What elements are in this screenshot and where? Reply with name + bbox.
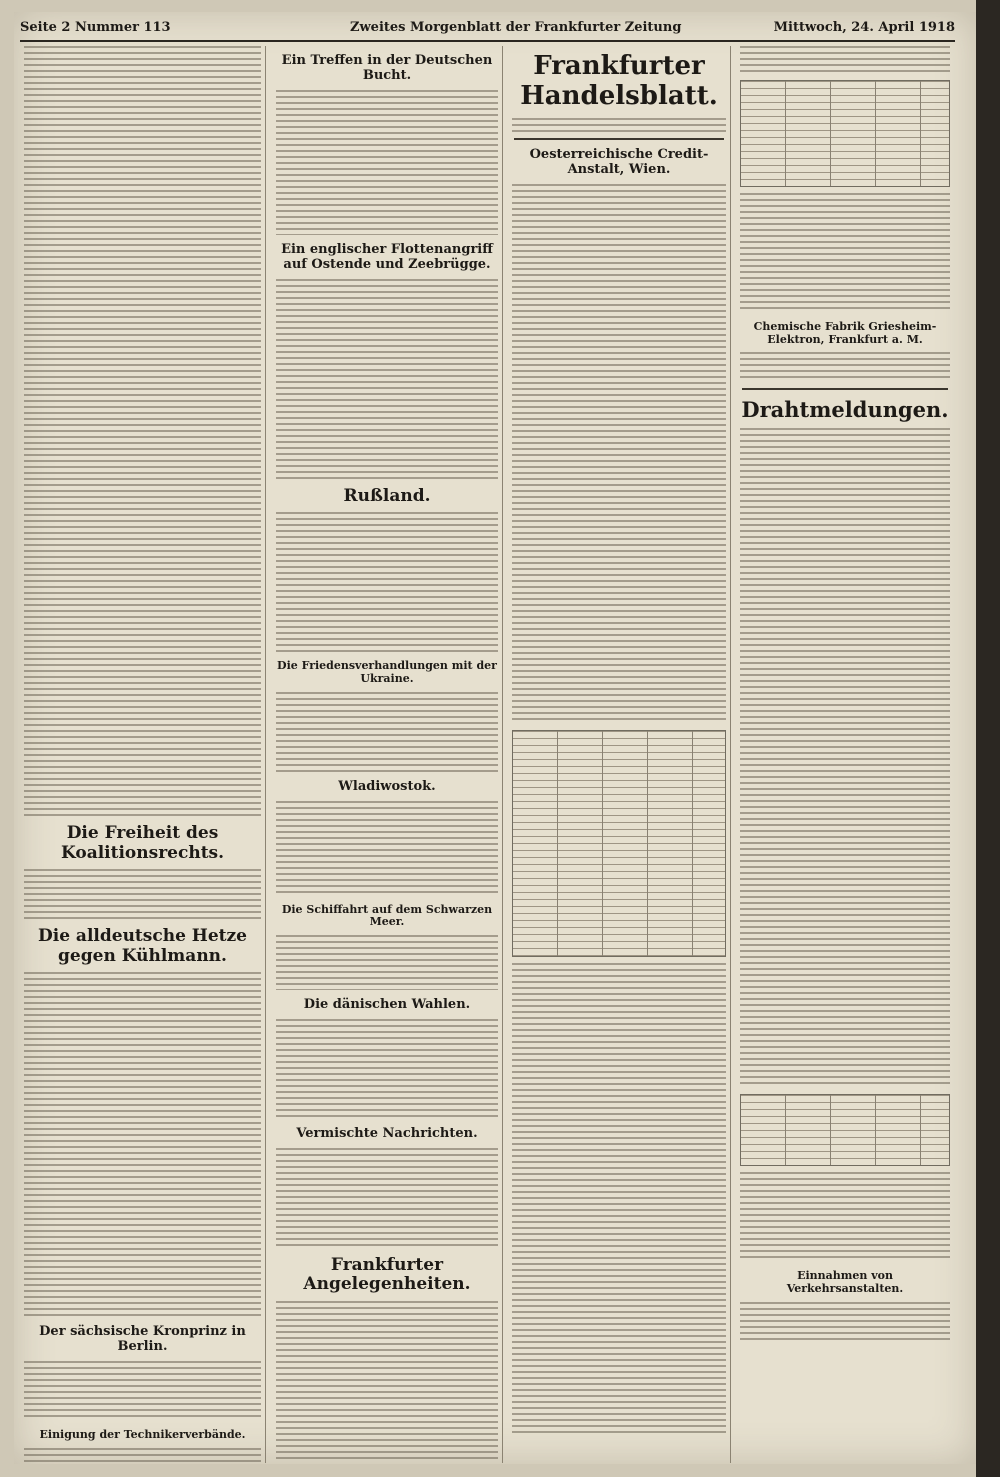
column-1: [20, 46, 266, 1463]
scan-edge: [976, 0, 1000, 1477]
article-headline: Ein englischer Flottenangriff auf Ostende und Zeebrügge.: [281, 241, 493, 272]
article-text: [740, 352, 950, 382]
article-headline: Der sächsische Kronprinz in Berlin.: [39, 1324, 246, 1355]
article-text: [24, 972, 261, 1317]
article-text: [740, 1172, 950, 1262]
article-text: [276, 1301, 498, 1463]
issue-date: Mittwoch, 24. April 1918: [773, 20, 955, 35]
article-text: [276, 512, 498, 652]
page-number: Seite 2 Nummer 113: [20, 20, 171, 35]
article-headline: Die Freiheit des Koalitionsrechts.: [60, 823, 225, 863]
article-text: [512, 184, 726, 724]
article-text: [24, 869, 261, 919]
article-headline: Wladiwostok.: [338, 778, 436, 794]
article-headline: Die dänischen Wahlen.: [303, 996, 471, 1012]
article-text: [24, 1361, 261, 1421]
article-text: [740, 46, 950, 74]
article-text: [740, 1302, 950, 1344]
article-headline: Oesterreichische Credit-Anstalt, Wien.: [529, 146, 709, 177]
column-3: [508, 46, 731, 1463]
column-2: [272, 46, 503, 1463]
article-headline: Die Friedensverhandlungen mit der Ukraine.: [277, 659, 497, 685]
article-text: [24, 46, 261, 816]
section-note: [512, 118, 726, 132]
article-headline: Chemische Fabrik Griesheim-Elektron, Frankfurt a. M.: [753, 320, 937, 346]
article-text: [740, 193, 950, 313]
page-header: [20, 18, 955, 42]
balance-table: [512, 730, 726, 957]
section-title: Drahtmeldungen.: [741, 397, 949, 423]
article-text: [276, 1019, 498, 1119]
divider: [742, 388, 948, 390]
article-text: [276, 1148, 498, 1248]
article-headline: Die Schiffahrt auf dem Schwarzen Meer.: [281, 902, 493, 929]
article-headline: Rußland.: [343, 485, 431, 506]
exchange-rates-table: [740, 1094, 950, 1166]
article-text: [512, 963, 726, 1433]
article-headline: Frankfurter Angelegenheiten.: [303, 1254, 471, 1295]
section-title: Frankfurter Handelsblatt.: [520, 51, 718, 111]
statistics-table: [740, 80, 950, 187]
article-text: [740, 428, 950, 1088]
article-text: [276, 801, 498, 896]
masthead: Zweites Morgenblatt der Frankfurter Zeitung: [350, 20, 682, 35]
article-headline: Die alldeutsche Hetze gegen Kühlmann.: [38, 926, 247, 966]
article-text: [276, 692, 498, 772]
article-headline: Ein Treffen in der Deutschen Bucht.: [281, 53, 493, 83]
divider: [514, 138, 724, 140]
article-text: [24, 1448, 261, 1463]
article-headline: Vermischte Nachrichten.: [296, 1125, 478, 1141]
article-headline: Einigung der Technikerverbände.: [39, 1428, 246, 1442]
article-text: [276, 935, 498, 990]
article-text: [276, 90, 498, 235]
column-4: [736, 46, 954, 1463]
article-headline: Einnahmen von Verkehrsanstalten.: [786, 1269, 904, 1296]
article-text: [276, 279, 498, 479]
